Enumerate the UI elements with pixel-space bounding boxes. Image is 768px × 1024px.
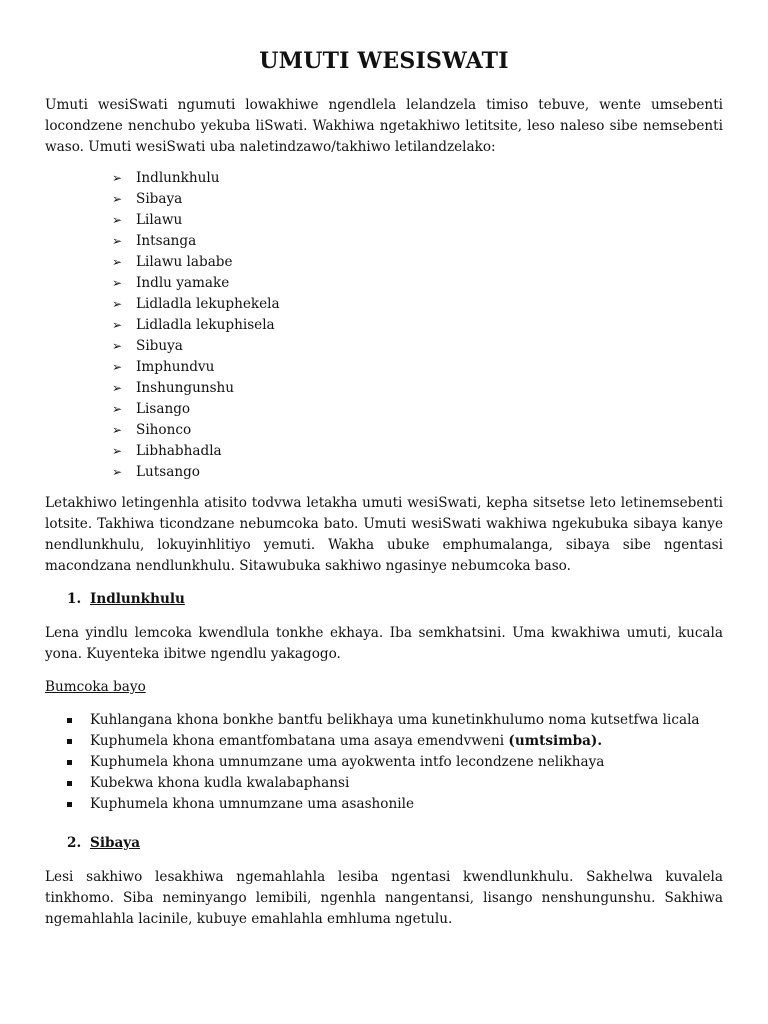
list-item: ➢ Indlu yamake: [112, 273, 723, 294]
subheading-bumcoka: Bumcoka bayo: [45, 679, 146, 695]
list-item: ➢ Sibuya: [112, 336, 723, 357]
list-item: Kuhlangana khona bonkhe bantfu belikhaya uma kunetinkhulumo noma kutsetfwa licala: [67, 710, 723, 731]
section-number: 2.: [67, 835, 82, 851]
arrow-bullet-icon: ➢: [112, 255, 123, 269]
list-item: ➢ Libhabhadla: [112, 441, 723, 462]
list-item: Kubekwa khona kudla kwalabaphansi: [67, 773, 723, 794]
list-item: Kuphumela khona umnumzane uma asashonile: [67, 794, 723, 815]
list-item: ➢ Indlunkhulu: [112, 168, 723, 189]
arrow-bullet-icon: ➢: [112, 423, 123, 437]
section-heading-indlunkhulu: [67, 589, 723, 610]
square-bullet-icon: [67, 739, 72, 744]
structures-list: [45, 168, 723, 483]
bold-term: (umtsimba).: [508, 733, 603, 749]
list-item: ➢ Intsanga: [112, 231, 723, 252]
list-item: ➢ Imphundvu: [112, 357, 723, 378]
section-1-paragraph: Lena yindlu lemcoka kwendlula tonkhe ekhaya. Iba semkhatsini. Uma kwakhiwa umuti, kucala yona. Kuyenteka ibitwe ngendlu yakagogo.: [45, 625, 723, 662]
section-title: Indlunkhulu: [90, 591, 185, 607]
arrow-bullet-icon: ➢: [112, 171, 123, 185]
arrow-bullet-icon: ➢: [112, 192, 123, 206]
section-2-paragraph: Lesi sakhiwo lesakhiwa ngemahlahla lesiba ngentasi kwendlunkhulu. Sakhelwa kuvalela tinkhomo. Siba neminyango lemibili, ngenhla nangentansi, lisango nenshungunshu. Sakhiwa ngemahlahla lacinile, kubuye emahlahla emhluma ngetulu.: [45, 869, 723, 927]
arrow-bullet-icon: ➢: [112, 276, 123, 290]
arrow-bullet-icon: ➢: [112, 465, 123, 479]
arrow-bullet-icon: ➢: [112, 360, 123, 374]
square-bullet-icon: [67, 718, 72, 723]
section-heading-sibaya: [67, 833, 723, 854]
list-item: ➢ Lidladla lekuphisela: [112, 315, 723, 336]
section-title: Sibaya: [90, 835, 141, 851]
arrow-bullet-icon: ➢: [112, 234, 123, 248]
arrow-bullet-icon: ➢: [112, 444, 123, 458]
arrow-bullet-icon: ➢: [112, 402, 123, 416]
list-item: ➢ Sihonco: [112, 420, 723, 441]
square-bullet-icon: [67, 781, 72, 786]
arrow-bullet-icon: ➢: [112, 381, 123, 395]
section-number: 1.: [67, 591, 82, 607]
list-item: Kuphumela khona emantfombatana uma asaya emendvweni (umtsimba).: [67, 731, 723, 752]
arrow-bullet-icon: ➢: [112, 297, 123, 311]
square-bullet-icon: [67, 760, 72, 765]
list-item: ➢ Lilawu lababe: [112, 252, 723, 273]
arrow-bullet-icon: ➢: [112, 318, 123, 332]
page-title: UMUTI WESISWATI: [259, 48, 509, 74]
list-item: ➢ Lisango: [112, 399, 723, 420]
list-item: ➢ Inshungunshu: [112, 378, 723, 399]
arrow-bullet-icon: ➢: [112, 213, 123, 227]
arrow-bullet-icon: ➢: [112, 339, 123, 353]
structures-paragraph: Letakhiwo letingenhla atisito todvwa letakha umuti wesiSwati, kepha sitsetse leto letinemsebenti lotsite. Takhiwa ticondzane nebumcoka bato. Umuti wesiSwati wakhiwa ngekubuka sibaya kanye nendlunkhulu, lokuyinhlitiyo yemuti. Wakha ubuke emphumalanga, sibaya sibe ngentasi macondzana nendlunkhulu. Sitawubuka sakhiwo ngasinye nebumcoka baso.: [45, 495, 723, 574]
square-bullet-icon: [67, 802, 72, 807]
list-item: ➢ Lilawu: [112, 210, 723, 231]
list-item: Kuphumela khona umnumzane uma ayokwenta intfo lecondzene nelikhaya: [67, 752, 723, 773]
intro-paragraph: Umuti wesiSwati ngumuti lowakhiwe ngendlela lelandzela timiso tebuve, wente umsebenti locondzene nenchubo yekuba liSwati. Wakhiwa ngetakhiwo letitsite, leso naleso sibe nemsebenti waso. Umuti wesiSwati uba naletindzawo/takhiwo letilandzelako:: [45, 97, 723, 155]
importance-list: [45, 710, 723, 815]
list-item: ➢ Lutsango: [112, 462, 723, 483]
list-item: ➢ Lidladla lekuphekela: [112, 294, 723, 315]
list-item: ➢ Sibaya: [112, 189, 723, 210]
